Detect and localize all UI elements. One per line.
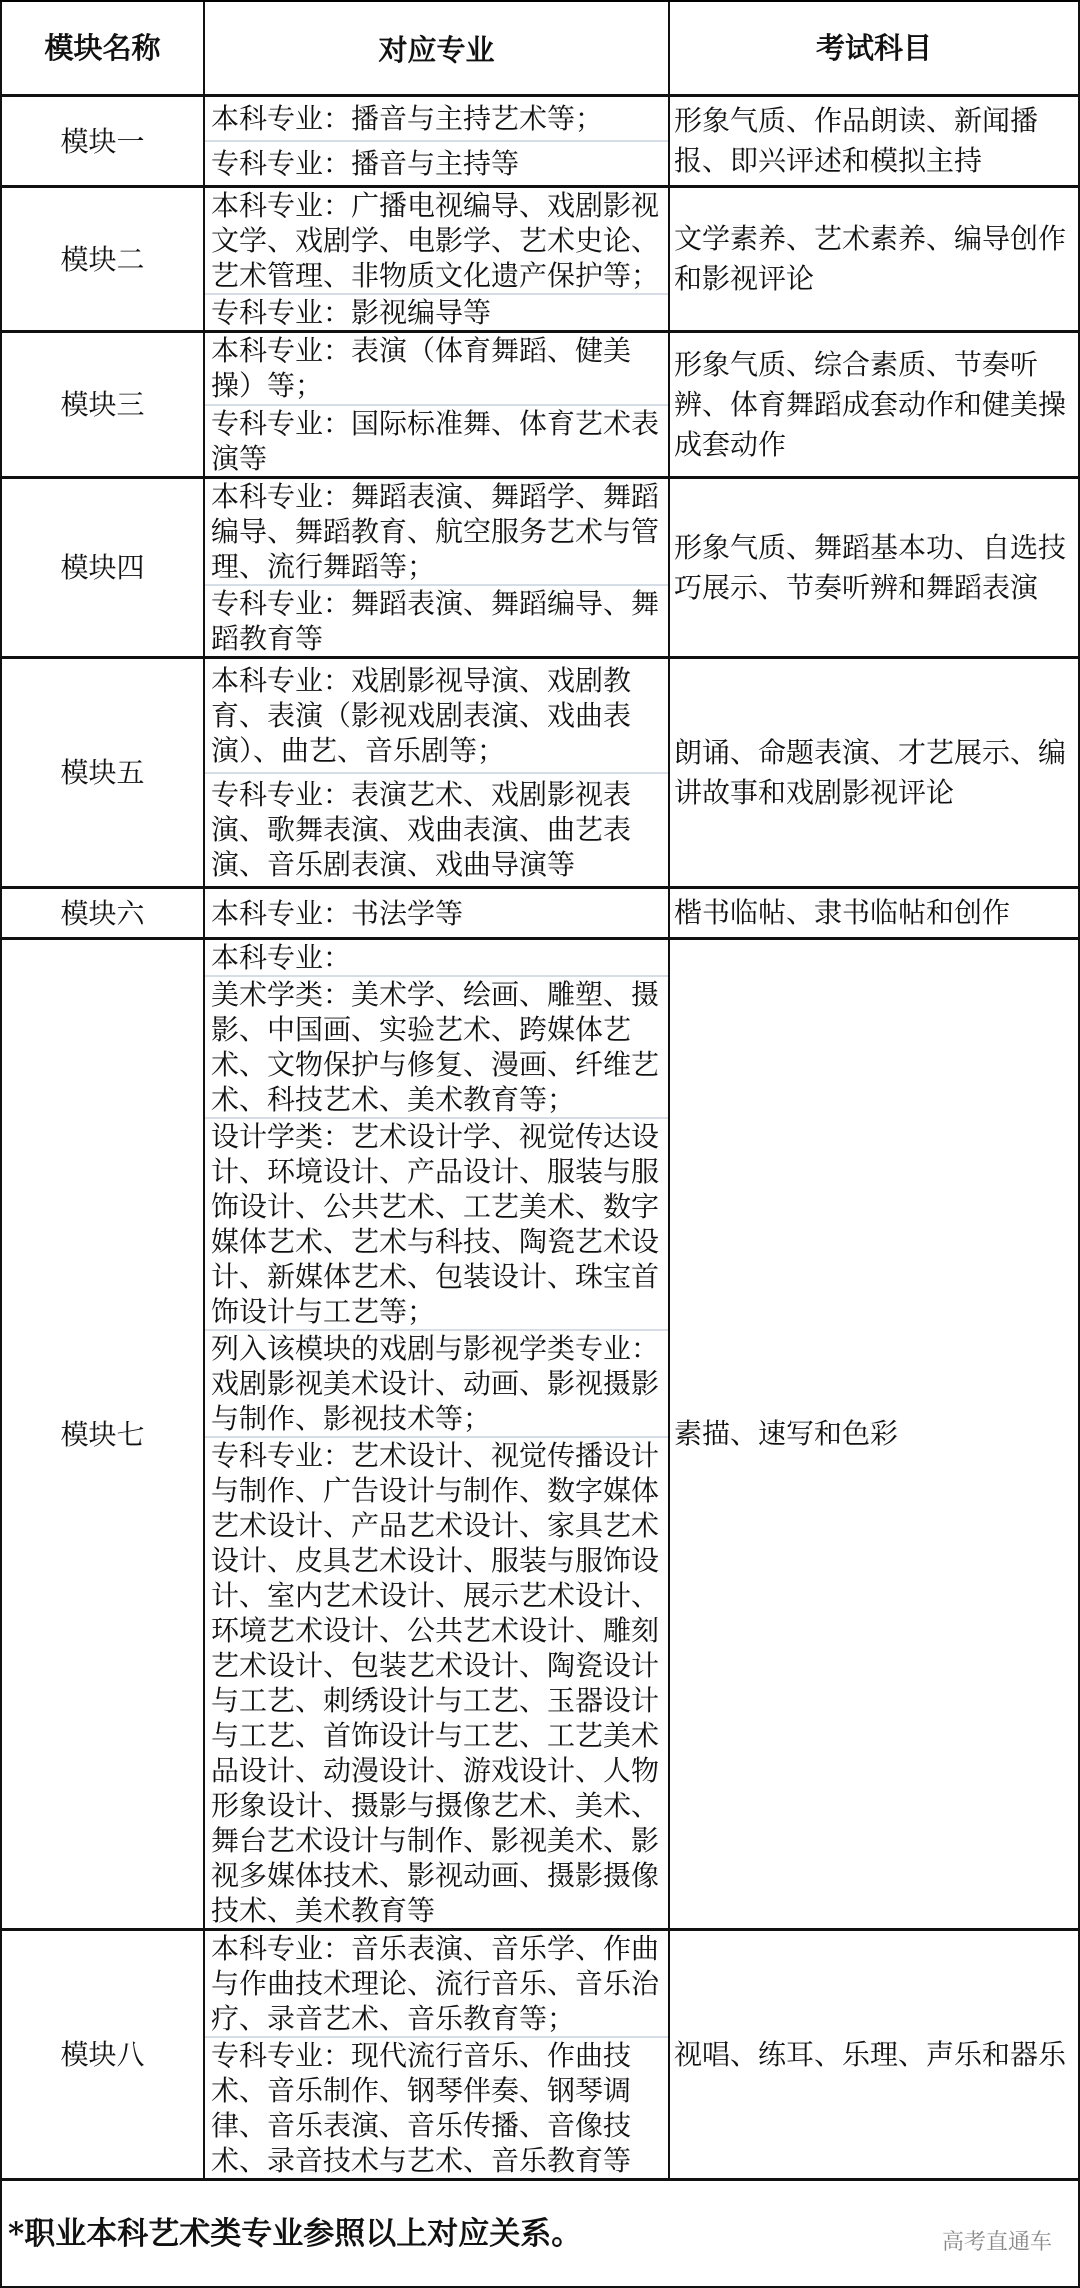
table-row — [0, 659, 1080, 889]
exam-subjects: 形象气质、舞蹈基本功、自选技巧展示、节奏听辨和舞蹈表演 — [668, 479, 1080, 656]
major-group: 列入该模块的戏剧与影视学类专业：戏剧影视美术设计、动画、影视摄影与制作、影视技术等； — [205, 1329, 668, 1436]
exam-subjects: 朗诵、命题表演、才艺展示、编讲故事和戏剧影视评论 — [668, 659, 1080, 886]
major-group: 专科专业：影视编导等 — [205, 293, 668, 330]
majors-cell — [203, 188, 668, 330]
module-name: 模块二 — [0, 188, 203, 330]
module-name: 模块八 — [0, 1931, 203, 2178]
majors-cell — [203, 479, 668, 656]
exam-subjects: 素描、速写和色彩 — [668, 940, 1080, 1928]
table-row — [0, 188, 1080, 333]
exam-subjects: 形象气质、综合素质、节奏听辨、体育舞蹈成套动作和健美操成套动作 — [668, 333, 1080, 476]
header-module-name: 模块名称 — [0, 2, 203, 94]
major-group: 本科专业：戏剧影视导演、戏剧教育、表演（影视戏剧表演、戏曲表演）、曲艺、音乐剧等； — [211, 663, 632, 767]
module-name: 模块六 — [0, 889, 203, 937]
module-name: 模块三 — [0, 333, 203, 476]
exam-subjects: 视唱、练耳、乐理、声乐和器乐 — [668, 1931, 1080, 2178]
major-group: 本科专业： — [211, 941, 352, 974]
major-group: 专科专业：播音与主持等 — [205, 140, 668, 185]
table-row — [0, 479, 1080, 659]
majors-cell — [203, 1931, 668, 2178]
major-group: 专科专业：现代流行音乐、作曲技术、音乐制作、钢琴伴奏、钢琴调律、音乐表演、音乐传播、音像技术、录音技术与艺术、音乐教育等 — [205, 2036, 668, 2178]
exam-subjects: 形象气质、作品朗读、新闻播报、即兴评述和模拟主持 — [668, 97, 1080, 185]
header-subjects: 考试科目 — [668, 2, 1080, 94]
major-group: 设计学类：艺术设计学、视觉传达设计、环境设计、产品设计、服装与服饰设计、公共艺术、工艺美术、数字媒体艺术、艺术与科技、陶瓷艺术设计、新媒体艺术、包装设计、珠宝首饰设计与工艺等； — [205, 1117, 668, 1329]
table-row — [0, 97, 1080, 188]
major-group: 本科专业：舞蹈表演、舞蹈学、舞蹈编导、舞蹈教育、航空服务艺术与管理、流行舞蹈等； — [211, 480, 660, 583]
module-name: 模块七 — [0, 940, 203, 1928]
major-group: 本科专业：音乐表演、音乐学、作曲与作曲技术理论、流行音乐、音乐治疗、录音艺术、音乐教育等； — [211, 1932, 660, 2035]
exam-subjects: 楷书临帖、隶书临帖和创作 — [668, 889, 1080, 937]
footer — [0, 2181, 1080, 2288]
major-group: 专科专业：表演艺术、戏剧影视表演、歌舞表演、戏曲表演、曲艺表演、音乐剧表演、戏曲导演等 — [205, 772, 668, 887]
major-group: 本科专业：表演（体育舞蹈、健美操）等； — [211, 334, 632, 403]
major-group: 本科专业：播音与主持艺术等； — [211, 102, 604, 135]
table-row — [0, 1931, 1080, 2181]
majors-cell — [203, 97, 668, 185]
table-row — [0, 333, 1080, 479]
module-name: 模块一 — [0, 97, 203, 185]
module-name: 模块四 — [0, 479, 203, 656]
module-name: 模块五 — [0, 659, 203, 886]
majors-cell — [203, 940, 668, 1928]
footer-note: *职业本科艺术类专业参照以上对应关系。 — [8, 2215, 583, 2252]
major-group: 专科专业：舞蹈表演、舞蹈编导、舞蹈教育等 — [205, 584, 668, 656]
majors-cell — [203, 659, 668, 886]
header-majors: 对应专业 — [203, 2, 668, 94]
table-row — [0, 940, 1080, 1931]
major-group: 本科专业：书法学等 — [211, 896, 464, 930]
major-group: 美术学类：美术学、绘画、雕塑、摄影、中国画、实验艺术、跨媒体艺术、文物保护与修复、漫画、纤维艺术、科技艺术、美术教育等； — [205, 975, 668, 1117]
exam-subjects: 文学素养、艺术素养、编导创作和影视评论 — [668, 188, 1080, 330]
table-header — [0, 2, 1080, 97]
table-row — [0, 889, 1080, 940]
watermark: 高考直通车 — [941, 2230, 1052, 2255]
major-group: 专科专业：艺术设计、视觉传播设计与制作、广告设计与制作、数字媒体艺术设计、产品艺术设计、家具艺术设计、皮具艺术设计、服装与服饰设计、室内艺术设计、展示艺术设计、环境艺术设计、公共艺术设计、雕刻艺术设计、包装艺术设计、陶瓷设计与工艺、刺绣设计与工艺、玉器设计与工艺、首饰设计与工艺、工艺美术品设计、动漫设计、游戏设计、人物形象设计、摄影与摄像艺术、美术、舞台艺术设计与制作、影视美术、影视多媒体技术、影视动画、摄影摄像技术、美术教育等 — [205, 1436, 668, 1928]
major-group: 专科专业：国际标准舞、体育艺术表演等 — [205, 404, 668, 477]
majors-cell — [203, 889, 668, 937]
major-group: 本科专业：广播电视编导、戏剧影视文学、戏剧学、电影学、艺术史论、艺术管理、非物质文化遗产保护等； — [211, 189, 660, 292]
majors-cell — [203, 333, 668, 476]
